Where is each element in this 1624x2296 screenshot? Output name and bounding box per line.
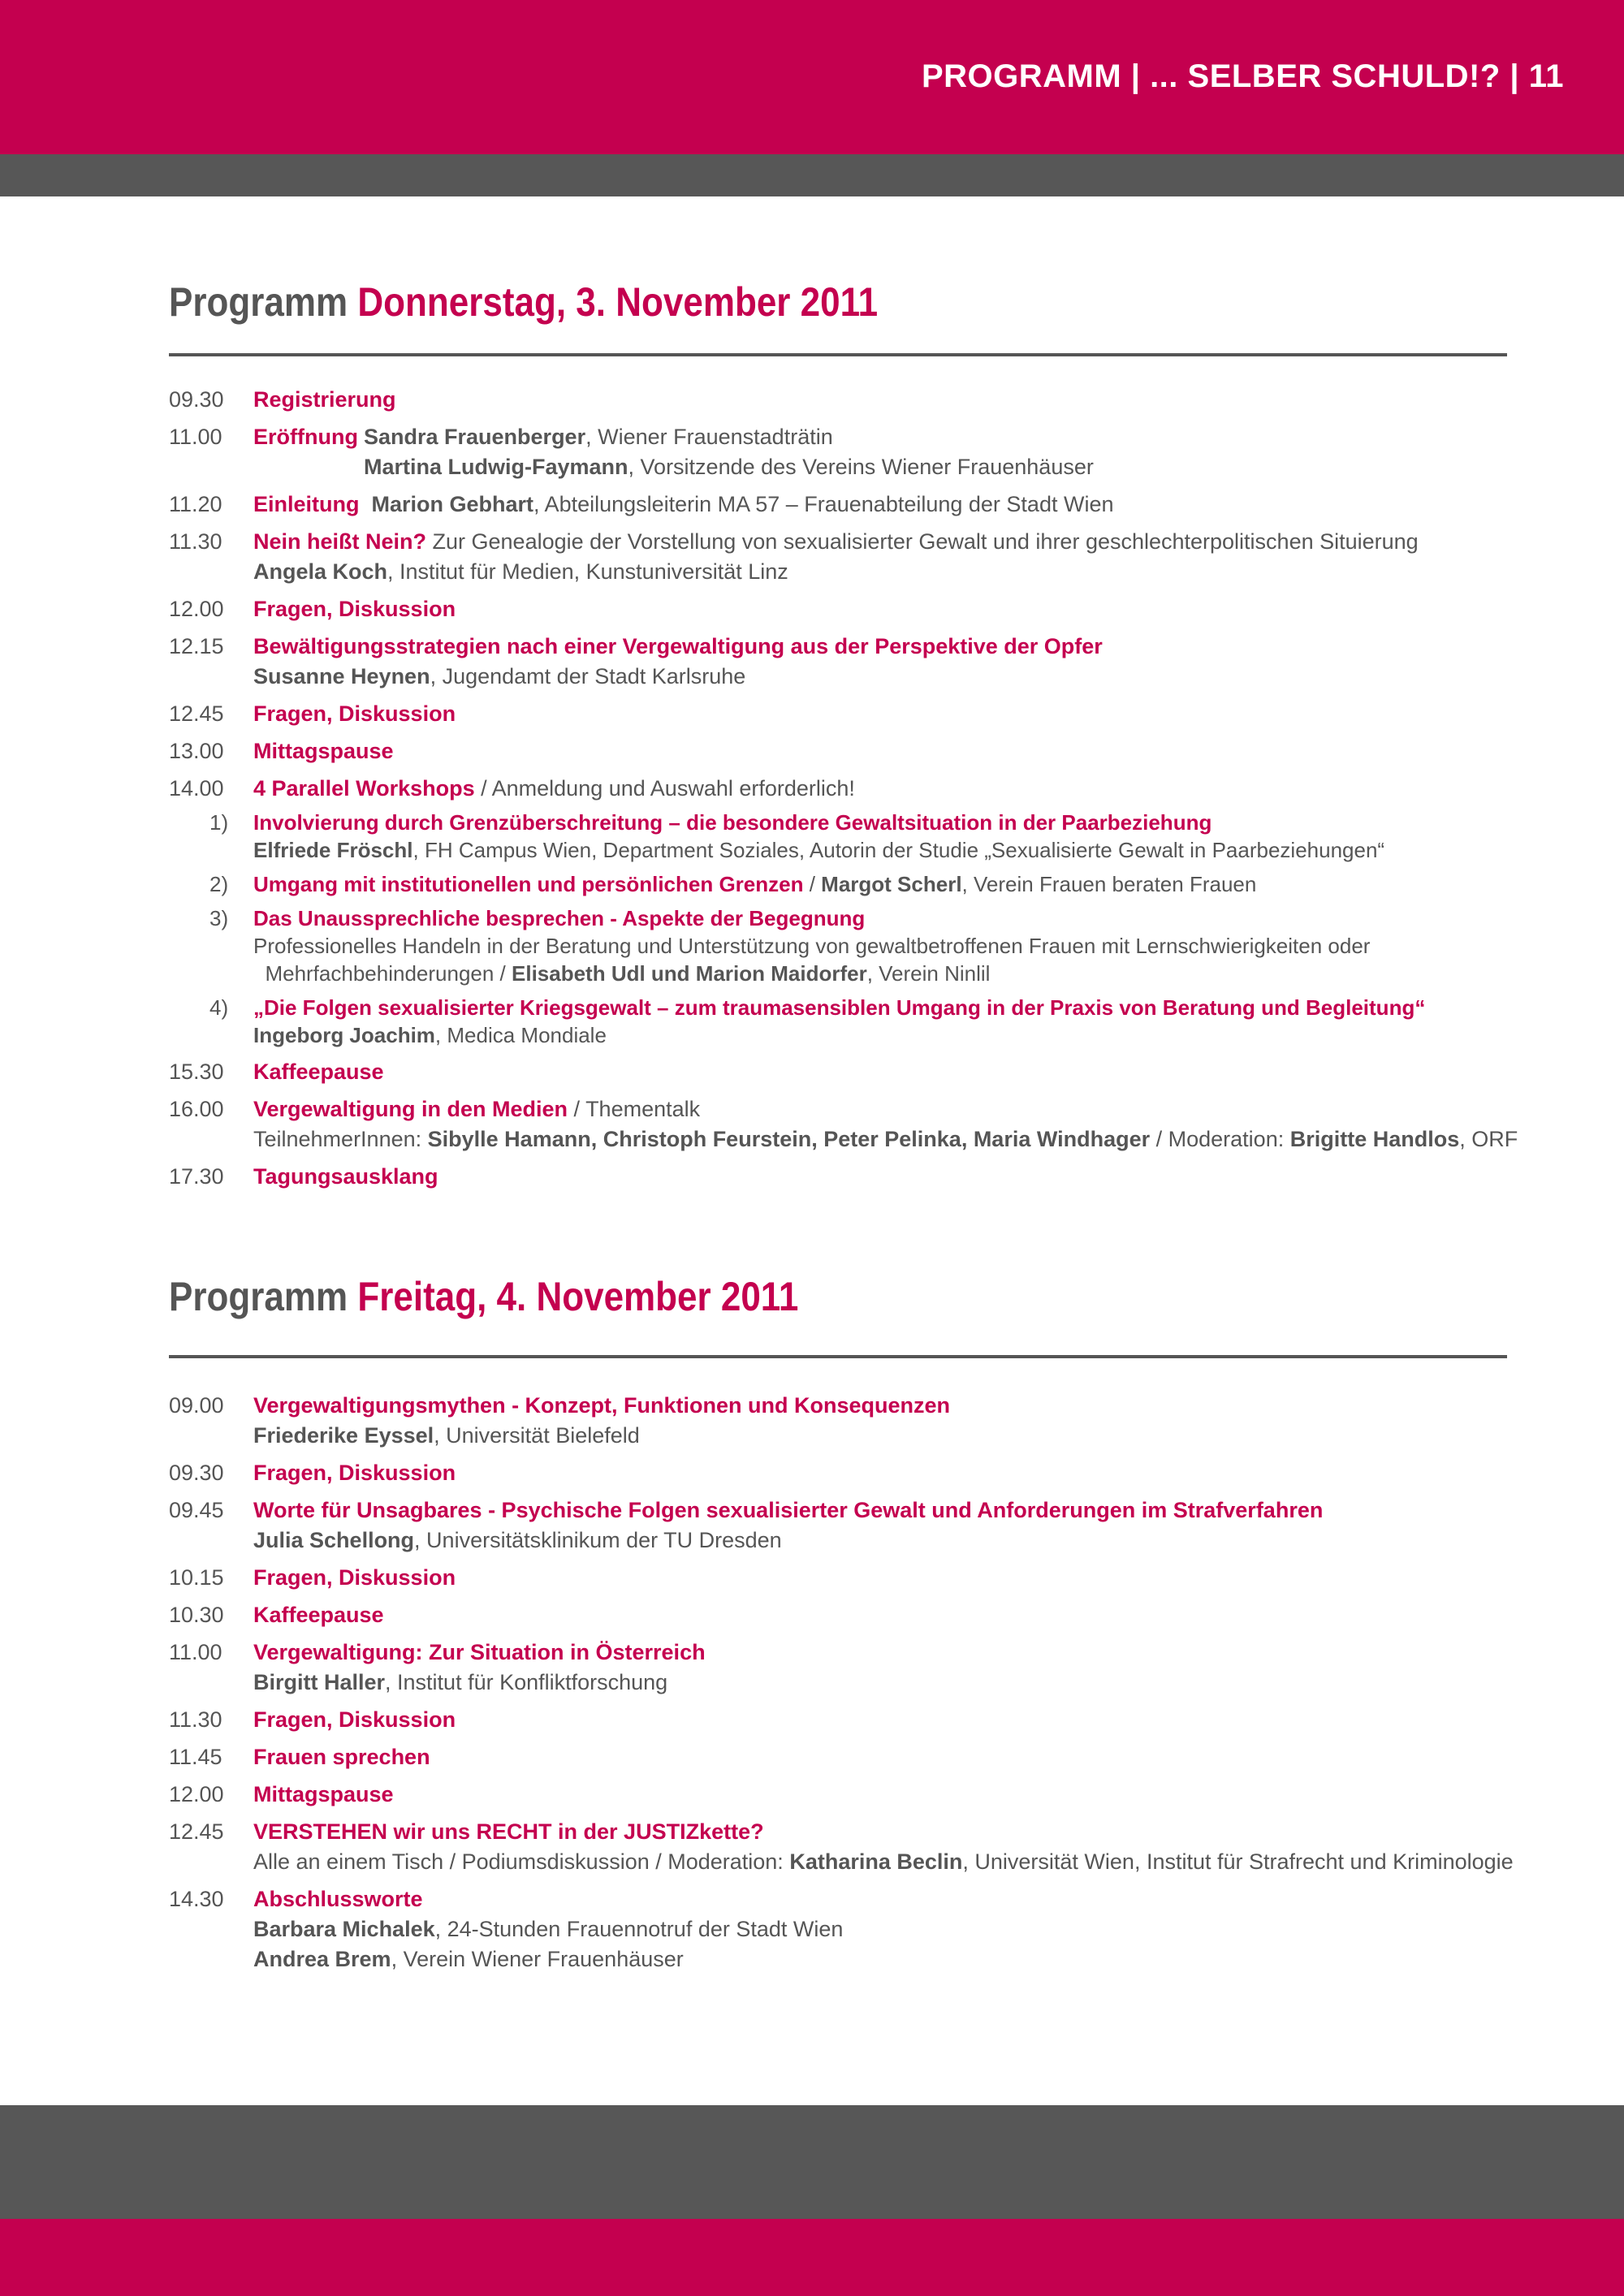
speaker-affiliation: , Verein Ninlil (866, 961, 991, 986)
footer-grey-band (0, 2105, 1624, 2219)
moderator-name: Katharina Beclin (789, 1849, 963, 1874)
program-entry (169, 699, 1549, 729)
divider (169, 1355, 1507, 1358)
entry-title: Bewältigungsstrategien nach einer Vergewaltigung aus der Perspektive der Opfer (253, 634, 1103, 658)
program-entry (169, 1495, 1549, 1556)
speaker-affiliation: , Medica Mondiale (434, 1023, 607, 1047)
program-entry (169, 1563, 1549, 1593)
entry-title: 4 Parallel Workshops (253, 776, 475, 801)
section-date: Freitag, 4. November 2011 (357, 1274, 799, 1319)
program-entry (169, 774, 1549, 804)
entry-time: 12.45 (169, 701, 224, 726)
speaker-name: Friederike Eyssel (253, 1423, 434, 1448)
entry-title: Abschlussworte (253, 1887, 423, 1911)
workshop-title: Das Unaussprechliche besprechen - Aspekte der Begegnung (253, 906, 866, 930)
program-entry (169, 632, 1549, 692)
speaker-affiliation: , Wiener Frauenstadträtin (585, 425, 833, 449)
entry-title: Vergewaltigung in den Medien (253, 1097, 568, 1121)
workshop-title: Involvierung durch Grenzüberschreitung – die besondere Gewaltsituation in der Paarbeziehung (253, 810, 1212, 835)
entry-time: 12.45 (169, 1819, 224, 1844)
program-day1 (169, 385, 1549, 1192)
speaker-affiliation: , Jugendamt der Stadt Karlsruhe (430, 664, 746, 688)
speaker-affiliation: , Verein Frauen beraten Frauen (961, 872, 1257, 896)
speaker-name: Sandra Frauenberger (364, 425, 586, 449)
program-entry (169, 1884, 1549, 1974)
entry-title: Fragen, Diskussion (253, 1461, 456, 1485)
entry-time: 09.45 (169, 1498, 224, 1522)
page-header-title: PROGRAMM | ... SELBER SCHULD!? | 11 (921, 58, 1564, 94)
workshop-title: Umgang mit institutionellen und persönlichen Grenzen (253, 872, 804, 896)
program-entry (169, 1391, 1549, 1451)
entry-title: Worte für Unsagbares - Psychische Folgen sexualisierter Gewalt und Anforderungen im Strafverfahren (253, 1498, 1324, 1522)
moderator-affiliation: , ORF (1459, 1127, 1518, 1151)
entry-description: / Anmeldung und Auswahl erforderlich! (474, 776, 855, 801)
entry-time: 14.30 (169, 1887, 224, 1911)
speaker-affiliation: , Verein Wiener Frauenhäuser (391, 1947, 684, 1971)
entry-title: Kaffeepause (253, 1603, 384, 1627)
entry-time: 12.00 (169, 597, 224, 621)
program-entry (169, 594, 1549, 624)
entry-title: Mittagspause (253, 739, 394, 763)
speaker-affiliation: , Universität Bielefeld (434, 1423, 640, 1448)
entry-time: 17.30 (169, 1164, 224, 1189)
speaker-name: Marion Gebhart (371, 492, 534, 516)
entry-title: Fragen, Diskussion (253, 1707, 456, 1732)
program-entry (169, 422, 1549, 482)
speaker-name: Julia Schellong (253, 1528, 415, 1552)
workshop-title: „Die Folgen sexualisierter Kriegsgewalt – zum traumasensiblen Umgang in der Praxis von Beratung und Begleitung“ (253, 995, 1426, 1020)
entry-title: Fragen, Diskussion (253, 597, 456, 621)
speaker-affiliation: , Institut für Medien, Kunstuniversität Linz (387, 559, 788, 584)
speaker-name: Angela Koch (253, 559, 388, 584)
section-title-day2 (169, 1273, 798, 1320)
entry-title: Frauen sprechen (253, 1745, 430, 1769)
workshop-number: 3) (209, 906, 229, 930)
workshop-description: Professionelles Handeln in der Beratung und Unterstützung von gewaltbetroffenen Frauen mit Lernschwierigkeiten oder (253, 934, 1371, 958)
entry-time: 11.00 (169, 425, 222, 449)
entry-time: 12.00 (169, 1782, 224, 1806)
header-grey-bar (0, 154, 1624, 196)
entry-title: Mittagspause (253, 1782, 394, 1806)
entry-title: Eröffnung (253, 425, 358, 449)
entry-time: 11.00 (169, 1640, 222, 1664)
program-entry (169, 385, 1549, 415)
speaker-affiliation: , FH Campus Wien, Department Soziales, Autorin der Studie „Sexualisierte Gewalt in Paarbeziehungen“ (412, 838, 1385, 862)
entry-description: / Thementalk (568, 1097, 701, 1121)
entry-time: 15.30 (169, 1060, 224, 1084)
entry-title: Einleitung (253, 492, 360, 516)
program-entry (169, 1638, 1549, 1698)
speaker-name: Susanne Heynen (253, 664, 430, 688)
participants-names: Sibylle Hamann, Christoph Feurstein, Peter Pelinka, Maria Windhager (427, 1127, 1151, 1151)
program-entry (169, 1705, 1549, 1735)
speaker-name: Birgitt Haller (253, 1670, 386, 1694)
program-entry (169, 1742, 1549, 1772)
entry-title: Tagungsausklang (253, 1164, 438, 1189)
program-entry (169, 527, 1549, 587)
moderation-label: / Moderation: (1150, 1127, 1290, 1151)
section-title-day1 (169, 278, 878, 326)
speaker-name: Barbara Michalek (253, 1917, 435, 1941)
speaker-name: Margot Scherl (821, 872, 962, 896)
workshop-number: 1) (209, 810, 229, 835)
entry-title: Vergewaltigungsmythen - Konzept, Funktionen und Konsequenzen (253, 1393, 951, 1418)
workshop-item (169, 809, 1549, 864)
speaker-name: Martina Ludwig-Faymann (364, 455, 628, 479)
entry-time: 11.45 (169, 1745, 222, 1769)
program-entry (169, 1094, 1549, 1154)
program-day2 (169, 1391, 1549, 1974)
workshop-item (169, 904, 1549, 987)
separator: / (803, 872, 822, 896)
workshop-number: 4) (209, 995, 229, 1020)
entry-time: 09.00 (169, 1393, 224, 1418)
speaker-affiliation: , Institut für Konfliktforschung (385, 1670, 668, 1694)
program-entry (169, 1057, 1549, 1087)
section-label: Programm (169, 279, 348, 325)
entry-title: Kaffeepause (253, 1060, 384, 1084)
divider (169, 353, 1507, 356)
header-band (0, 0, 1624, 154)
entry-title: Fragen, Diskussion (253, 1565, 456, 1590)
speaker-name: Ingeborg Joachim (253, 1023, 435, 1047)
speaker-name: Elisabeth Udl und Marion Maidorfer (512, 961, 867, 986)
entry-description: Alle an einem Tisch / Podiumsdiskussion / Moderation: (253, 1849, 790, 1874)
entry-time: 10.15 (169, 1565, 224, 1590)
speaker-affiliation: , Abteilungsleiterin MA 57 – Frauenabteilung der Stadt Wien (533, 492, 1114, 516)
entry-time: 11.30 (169, 529, 222, 554)
speaker-affiliation: , Universitätsklinikum der TU Dresden (414, 1528, 782, 1552)
workshop-number: 2) (209, 872, 229, 896)
program-entry (169, 736, 1549, 766)
program-entry (169, 1817, 1549, 1877)
entry-description: Zur Genealogie der Vorstellung von sexualisierter Gewalt und ihrer geschlechterpolitischen Situierung (426, 529, 1419, 554)
entry-title: Registrierung (253, 387, 396, 412)
moderator-affiliation: , Universität Wien, Institut für Strafrecht und Kriminologie (962, 1849, 1514, 1874)
entry-time: 09.30 (169, 387, 224, 412)
speaker-affiliation: , 24-Stunden Frauennotruf der Stadt Wien (434, 1917, 844, 1941)
entry-title: Fragen, Diskussion (253, 701, 456, 726)
entry-time: 11.20 (169, 492, 222, 516)
entry-title: VERSTEHEN wir uns RECHT in der JUSTIZkette? (253, 1819, 764, 1844)
program-entry (169, 1780, 1549, 1810)
entry-time: 09.30 (169, 1461, 224, 1485)
speaker-affiliation: , Vorsitzende des Vereins Wiener Frauenhäuser (628, 455, 1094, 479)
section-date: Donnerstag, 3. November 2011 (357, 279, 879, 325)
entry-title: Vergewaltigung: Zur Situation in Österreich (253, 1640, 706, 1664)
entry-time: 10.30 (169, 1603, 224, 1627)
section-label: Programm (169, 1274, 348, 1319)
entry-time: 12.15 (169, 634, 224, 658)
entry-time: 14.00 (169, 776, 224, 801)
entry-time: 16.00 (169, 1097, 224, 1121)
workshop-description: Mehrfachbehinderungen / (253, 961, 512, 986)
program-entry (169, 1162, 1549, 1192)
workshop-item (169, 870, 1549, 898)
program-entry (169, 1600, 1549, 1630)
entry-title: Nein heißt Nein? (253, 529, 427, 554)
footer-pink-band (0, 2219, 1624, 2296)
entry-time: 13.00 (169, 739, 224, 763)
entry-time: 11.30 (169, 1707, 222, 1732)
workshop-item (169, 994, 1549, 1049)
program-entry (169, 490, 1549, 520)
participants-label: TeilnehmerInnen: (253, 1127, 428, 1151)
speaker-name: Andrea Brem (253, 1947, 391, 1971)
moderator-name: Brigitte Handlos (1289, 1127, 1460, 1151)
program-entry (169, 1458, 1549, 1488)
speaker-name: Elfriede Fröschl (253, 838, 413, 862)
